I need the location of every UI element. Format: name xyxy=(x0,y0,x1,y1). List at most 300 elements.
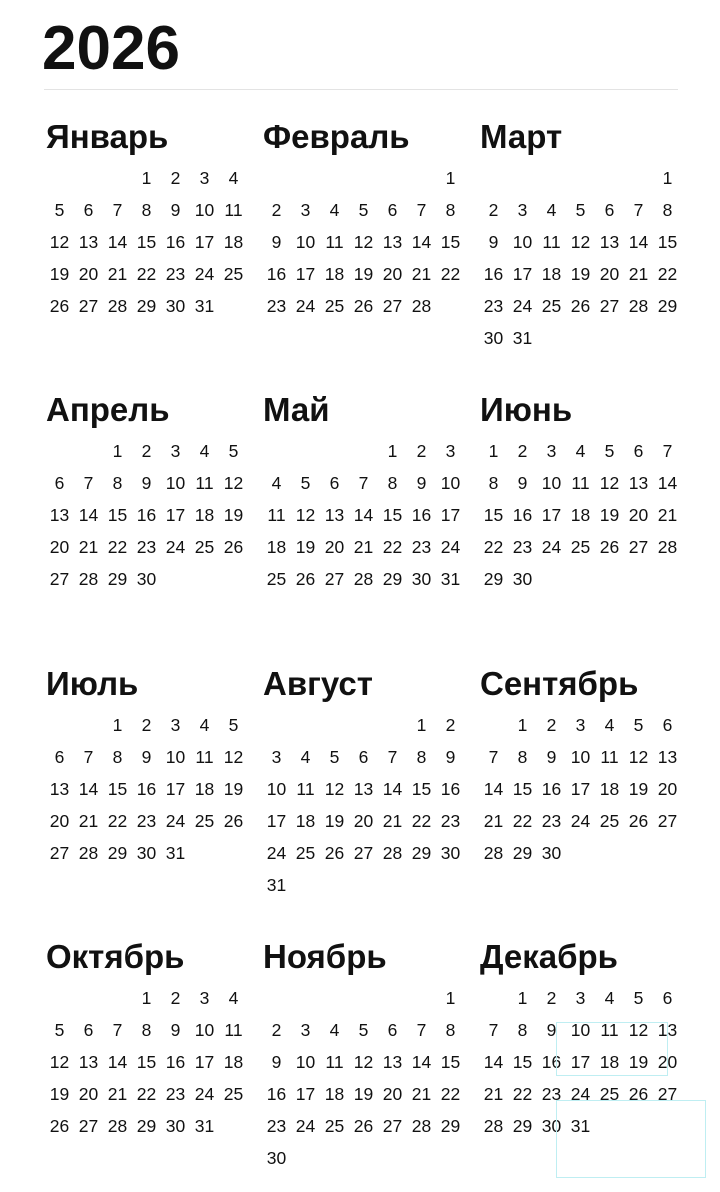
day-cell: 20 xyxy=(628,505,649,525)
day-cell: 18 xyxy=(599,1052,620,1072)
day-cell: 19 xyxy=(628,779,649,799)
day-cell: 10 xyxy=(541,473,562,493)
day-cell: 23 xyxy=(512,537,533,557)
month-day-grid xyxy=(262,440,467,600)
day-cell: 12 xyxy=(353,1052,374,1072)
day-cell: 14 xyxy=(657,473,678,493)
month-name: Июнь xyxy=(480,391,573,428)
day-cell: 10 xyxy=(165,473,186,493)
day-cell: 5 xyxy=(604,441,615,461)
day-cell: 12 xyxy=(353,232,374,252)
month-name: Март xyxy=(480,118,563,155)
month-name: Июль xyxy=(46,665,139,702)
day-cell: 19 xyxy=(628,1052,649,1072)
day-cell: 12 xyxy=(628,1020,649,1040)
day-cell: 16 xyxy=(136,505,157,525)
month-name: Октябрь xyxy=(46,938,185,975)
day-cell: 10 xyxy=(570,1020,591,1040)
day-cell: 24 xyxy=(512,296,533,316)
day-cell: 27 xyxy=(324,569,345,589)
day-cell: 16 xyxy=(483,264,504,284)
day-cell: 26 xyxy=(49,296,70,316)
day-cell: 20 xyxy=(78,264,99,284)
day-cell: 23 xyxy=(136,537,157,557)
day-cell: 14 xyxy=(628,232,649,252)
day-cell: 20 xyxy=(599,264,620,284)
day-cell: 10 xyxy=(266,779,287,799)
day-cell: 9 xyxy=(170,200,181,220)
day-cell: 23 xyxy=(411,537,432,557)
day-cell: 14 xyxy=(78,779,99,799)
day-cell: 28 xyxy=(483,1116,504,1136)
day-cell: 5 xyxy=(633,715,644,735)
day-cell: 18 xyxy=(194,505,215,525)
day-cell: 9 xyxy=(546,1020,557,1040)
day-cell: 17 xyxy=(194,232,215,252)
day-cell: 4 xyxy=(228,988,239,1008)
day-cell: 10 xyxy=(194,200,215,220)
day-cell: 8 xyxy=(445,1020,456,1040)
day-cell: 10 xyxy=(194,1020,215,1040)
month-6 xyxy=(479,393,684,600)
day-cell: 6 xyxy=(329,473,340,493)
day-cell: 19 xyxy=(353,264,374,284)
day-cell: 21 xyxy=(483,811,504,831)
day-cell: 6 xyxy=(387,200,398,220)
day-cell: 1 xyxy=(112,441,123,461)
day-cell: 14 xyxy=(107,1052,128,1072)
day-cell: 20 xyxy=(49,537,70,557)
day-cell: 6 xyxy=(54,473,65,493)
day-cell: 4 xyxy=(228,168,239,188)
day-cell: 22 xyxy=(411,811,432,831)
day-cell: 24 xyxy=(194,1084,215,1104)
day-cell: 13 xyxy=(382,232,403,252)
day-cell: 29 xyxy=(512,843,533,863)
day-cell: 2 xyxy=(170,168,181,188)
day-cell: 27 xyxy=(382,1116,403,1136)
day-cell: 27 xyxy=(78,296,99,316)
year-divider xyxy=(44,89,678,90)
day-cell: 26 xyxy=(295,569,316,589)
day-cell: 24 xyxy=(440,537,461,557)
day-cell: 16 xyxy=(165,232,186,252)
day-cell: 5 xyxy=(575,200,586,220)
day-cell: 26 xyxy=(353,296,374,316)
day-cell: 26 xyxy=(223,811,244,831)
day-cell: 30 xyxy=(165,1116,186,1136)
day-cell: 7 xyxy=(488,1020,499,1040)
day-cell: 29 xyxy=(136,296,157,316)
day-cell: 3 xyxy=(170,715,181,735)
day-cell: 9 xyxy=(271,232,282,252)
day-cell: 2 xyxy=(546,715,557,735)
day-cell: 12 xyxy=(49,1052,70,1072)
day-cell: 26 xyxy=(324,843,345,863)
day-cell: 27 xyxy=(49,569,70,589)
day-cell: 2 xyxy=(488,200,499,220)
day-cell: 1 xyxy=(112,715,123,735)
day-cell: 22 xyxy=(657,264,678,284)
day-cell: 8 xyxy=(517,1020,528,1040)
day-cell: 4 xyxy=(546,200,557,220)
day-cell: 7 xyxy=(416,200,427,220)
day-cell: 31 xyxy=(440,569,461,589)
day-cell: 21 xyxy=(107,264,128,284)
day-cell: 7 xyxy=(662,441,673,461)
day-cell: 2 xyxy=(546,988,557,1008)
day-cell: 27 xyxy=(599,296,620,316)
day-cell: 19 xyxy=(599,505,620,525)
day-cell: 3 xyxy=(300,1020,311,1040)
day-cell: 3 xyxy=(575,988,586,1008)
day-cell: 4 xyxy=(199,715,210,735)
day-cell: 16 xyxy=(411,505,432,525)
day-cell: 18 xyxy=(194,779,215,799)
month-name: Май xyxy=(263,391,330,428)
day-cell: 25 xyxy=(266,569,287,589)
day-cell: 14 xyxy=(483,1052,504,1072)
day-cell: 5 xyxy=(228,441,239,461)
month-day-grid xyxy=(262,714,467,906)
day-cell: 25 xyxy=(324,1116,345,1136)
day-cell: 5 xyxy=(228,715,239,735)
day-cell: 6 xyxy=(662,715,673,735)
day-cell: 2 xyxy=(517,441,528,461)
day-cell: 9 xyxy=(416,473,427,493)
day-cell: 11 xyxy=(296,779,315,799)
day-cell: 7 xyxy=(358,473,369,493)
day-cell: 3 xyxy=(199,168,210,188)
day-cell: 16 xyxy=(541,779,562,799)
day-cell: 19 xyxy=(223,505,244,525)
day-cell: 1 xyxy=(445,168,456,188)
day-cell: 26 xyxy=(49,1116,70,1136)
day-cell: 28 xyxy=(107,296,128,316)
day-cell: 30 xyxy=(136,843,157,863)
day-cell: 15 xyxy=(512,1052,533,1072)
day-cell: 13 xyxy=(49,505,70,525)
day-cell: 19 xyxy=(49,264,70,284)
day-cell: 3 xyxy=(170,441,181,461)
day-cell: 5 xyxy=(54,1020,65,1040)
day-cell: 14 xyxy=(107,232,128,252)
day-cell: 23 xyxy=(165,1084,186,1104)
day-cell: 28 xyxy=(78,843,99,863)
day-cell: 21 xyxy=(382,811,403,831)
day-cell: 25 xyxy=(599,1084,620,1104)
day-cell: 26 xyxy=(599,537,620,557)
day-cell: 26 xyxy=(628,1084,649,1104)
day-cell: 4 xyxy=(329,1020,340,1040)
day-cell: 7 xyxy=(83,473,94,493)
day-cell: 12 xyxy=(223,473,244,493)
day-cell: 24 xyxy=(570,811,591,831)
day-cell: 15 xyxy=(512,779,533,799)
day-cell: 20 xyxy=(49,811,70,831)
day-cell: 6 xyxy=(604,200,615,220)
day-cell: 30 xyxy=(165,296,186,316)
day-cell: 8 xyxy=(112,473,123,493)
day-cell: 21 xyxy=(657,505,678,525)
day-cell: 13 xyxy=(657,1020,678,1040)
day-cell: 1 xyxy=(517,988,528,1008)
selection-overlay-outer xyxy=(556,1100,706,1178)
day-cell: 6 xyxy=(83,1020,94,1040)
day-cell: 1 xyxy=(141,168,152,188)
month-7 xyxy=(45,667,250,874)
day-cell: 11 xyxy=(195,473,214,493)
day-cell: 19 xyxy=(295,537,316,557)
day-cell: 14 xyxy=(483,779,504,799)
day-cell: 24 xyxy=(165,537,186,557)
day-cell: 11 xyxy=(224,1020,243,1040)
day-cell: 6 xyxy=(662,988,673,1008)
day-cell: 21 xyxy=(411,1084,432,1104)
month-10 xyxy=(45,940,250,1147)
month-name: Сентябрь xyxy=(480,665,639,702)
day-cell: 22 xyxy=(136,264,157,284)
day-cell: 14 xyxy=(411,232,432,252)
day-cell: 17 xyxy=(541,505,562,525)
day-cell: 8 xyxy=(488,473,499,493)
day-cell: 20 xyxy=(78,1084,99,1104)
selection-overlay xyxy=(556,1022,668,1076)
day-cell: 30 xyxy=(541,843,562,863)
month-name: Апрель xyxy=(46,391,170,428)
day-cell: 25 xyxy=(541,296,562,316)
day-cell: 8 xyxy=(141,200,152,220)
day-cell: 25 xyxy=(223,264,244,284)
day-cell: 21 xyxy=(107,1084,128,1104)
day-cell: 12 xyxy=(599,473,620,493)
day-cell: 28 xyxy=(353,569,374,589)
day-cell: 20 xyxy=(382,264,403,284)
day-cell: 4 xyxy=(199,441,210,461)
day-cell: 19 xyxy=(223,779,244,799)
day-cell: 3 xyxy=(517,200,528,220)
day-cell: 17 xyxy=(266,811,287,831)
day-cell: 19 xyxy=(324,811,345,831)
day-cell: 1 xyxy=(141,988,152,1008)
day-cell: 21 xyxy=(628,264,649,284)
day-cell: 8 xyxy=(112,747,123,767)
day-cell: 13 xyxy=(353,779,374,799)
day-cell: 7 xyxy=(387,747,398,767)
month-name: Февраль xyxy=(263,118,410,155)
day-cell: 21 xyxy=(411,264,432,284)
day-cell: 24 xyxy=(570,1084,591,1104)
day-cell: 28 xyxy=(628,296,649,316)
day-cell: 29 xyxy=(107,843,128,863)
day-cell: 8 xyxy=(445,200,456,220)
day-cell: 31 xyxy=(266,875,287,895)
day-cell: 5 xyxy=(54,200,65,220)
day-cell: 12 xyxy=(628,747,649,767)
day-cell: 11 xyxy=(542,232,561,252)
day-cell: 19 xyxy=(49,1084,70,1104)
day-cell: 11 xyxy=(224,200,243,220)
day-cell: 12 xyxy=(295,505,316,525)
day-cell: 30 xyxy=(512,569,533,589)
month-day-grid xyxy=(45,714,250,874)
day-cell: 30 xyxy=(483,328,504,348)
day-cell: 16 xyxy=(440,779,461,799)
day-cell: 17 xyxy=(440,505,461,525)
day-cell: 23 xyxy=(165,264,186,284)
day-cell: 12 xyxy=(324,779,345,799)
day-cell: 11 xyxy=(325,1052,344,1072)
month-4 xyxy=(45,393,250,600)
day-cell: 24 xyxy=(295,1116,316,1136)
month-name: Январь xyxy=(46,118,169,155)
day-cell: 20 xyxy=(657,1052,678,1072)
day-cell: 23 xyxy=(541,811,562,831)
day-cell: 22 xyxy=(512,811,533,831)
day-cell: 31 xyxy=(512,328,533,348)
day-cell: 24 xyxy=(266,843,287,863)
day-cell: 25 xyxy=(599,811,620,831)
month-name: Август xyxy=(263,665,373,702)
day-cell: 23 xyxy=(440,811,461,831)
day-cell: 18 xyxy=(266,537,287,557)
day-cell: 29 xyxy=(411,843,432,863)
day-cell: 9 xyxy=(170,1020,181,1040)
day-cell: 26 xyxy=(570,296,591,316)
day-cell: 29 xyxy=(136,1116,157,1136)
day-cell: 12 xyxy=(49,232,70,252)
day-cell: 22 xyxy=(483,537,504,557)
day-cell: 23 xyxy=(541,1084,562,1104)
day-cell: 17 xyxy=(165,779,186,799)
day-cell: 21 xyxy=(78,537,99,557)
day-cell: 2 xyxy=(445,715,456,735)
day-cell: 23 xyxy=(266,1116,287,1136)
day-cell: 4 xyxy=(604,715,615,735)
day-cell: 10 xyxy=(295,1052,316,1072)
day-cell: 17 xyxy=(295,264,316,284)
day-cell: 26 xyxy=(353,1116,374,1136)
day-cell: 22 xyxy=(382,537,403,557)
day-cell: 2 xyxy=(141,441,152,461)
day-cell: 8 xyxy=(387,473,398,493)
day-cell: 24 xyxy=(541,537,562,557)
day-cell: 4 xyxy=(329,200,340,220)
day-cell: 27 xyxy=(657,1084,678,1104)
day-cell: 1 xyxy=(445,988,456,1008)
day-cell: 5 xyxy=(633,988,644,1008)
day-cell: 31 xyxy=(570,1116,591,1136)
day-cell: 10 xyxy=(570,747,591,767)
day-cell: 28 xyxy=(657,537,678,557)
day-cell: 15 xyxy=(107,779,128,799)
day-cell: 9 xyxy=(271,1052,282,1072)
day-cell: 8 xyxy=(416,747,427,767)
day-cell: 20 xyxy=(324,537,345,557)
day-cell: 27 xyxy=(353,843,374,863)
day-cell: 26 xyxy=(628,811,649,831)
day-cell: 18 xyxy=(324,264,345,284)
day-cell: 29 xyxy=(512,1116,533,1136)
day-cell: 11 xyxy=(600,747,619,767)
day-cell: 13 xyxy=(78,232,99,252)
day-cell: 24 xyxy=(165,811,186,831)
day-cell: 12 xyxy=(223,747,244,767)
day-cell: 25 xyxy=(194,537,215,557)
day-cell: 23 xyxy=(483,296,504,316)
day-cell: 15 xyxy=(136,232,157,252)
month-day-grid xyxy=(479,714,684,874)
month-day-grid xyxy=(45,167,250,327)
day-cell: 8 xyxy=(141,1020,152,1040)
day-cell: 7 xyxy=(488,747,499,767)
day-cell: 1 xyxy=(517,715,528,735)
day-cell: 4 xyxy=(604,988,615,1008)
day-cell: 30 xyxy=(541,1116,562,1136)
day-cell: 10 xyxy=(440,473,461,493)
day-cell: 29 xyxy=(483,569,504,589)
day-cell: 22 xyxy=(107,811,128,831)
day-cell: 31 xyxy=(194,296,215,316)
day-cell: 3 xyxy=(575,715,586,735)
day-cell: 28 xyxy=(411,1116,432,1136)
day-cell: 9 xyxy=(141,747,152,767)
day-cell: 14 xyxy=(411,1052,432,1072)
day-cell: 15 xyxy=(440,232,461,252)
day-cell: 16 xyxy=(512,505,533,525)
day-cell: 5 xyxy=(300,473,311,493)
day-cell: 16 xyxy=(266,264,287,284)
day-cell: 22 xyxy=(440,1084,461,1104)
day-cell: 11 xyxy=(195,747,214,767)
day-cell: 22 xyxy=(107,537,128,557)
day-cell: 27 xyxy=(628,537,649,557)
day-cell: 11 xyxy=(267,505,286,525)
day-cell: 19 xyxy=(353,1084,374,1104)
day-cell: 10 xyxy=(512,232,533,252)
day-cell: 17 xyxy=(570,779,591,799)
day-cell: 8 xyxy=(517,747,528,767)
day-cell: 3 xyxy=(546,441,557,461)
day-cell: 24 xyxy=(194,264,215,284)
day-cell: 15 xyxy=(483,505,504,525)
day-cell: 31 xyxy=(194,1116,215,1136)
day-cell: 14 xyxy=(78,505,99,525)
day-cell: 15 xyxy=(657,232,678,252)
month-8 xyxy=(262,667,467,906)
day-cell: 13 xyxy=(628,473,649,493)
day-cell: 2 xyxy=(271,200,282,220)
day-cell: 30 xyxy=(411,569,432,589)
day-cell: 27 xyxy=(382,296,403,316)
day-cell: 2 xyxy=(141,715,152,735)
day-cell: 22 xyxy=(136,1084,157,1104)
day-cell: 16 xyxy=(541,1052,562,1072)
day-cell: 13 xyxy=(657,747,678,767)
day-cell: 30 xyxy=(266,1148,287,1168)
day-cell: 2 xyxy=(170,988,181,1008)
day-cell: 3 xyxy=(300,200,311,220)
day-cell: 15 xyxy=(136,1052,157,1072)
day-cell: 20 xyxy=(657,779,678,799)
day-cell: 7 xyxy=(633,200,644,220)
day-cell: 13 xyxy=(599,232,620,252)
day-cell: 17 xyxy=(295,1084,316,1104)
month-1 xyxy=(45,120,250,327)
month-11 xyxy=(262,940,467,1179)
day-cell: 28 xyxy=(382,843,403,863)
day-cell: 3 xyxy=(445,441,456,461)
